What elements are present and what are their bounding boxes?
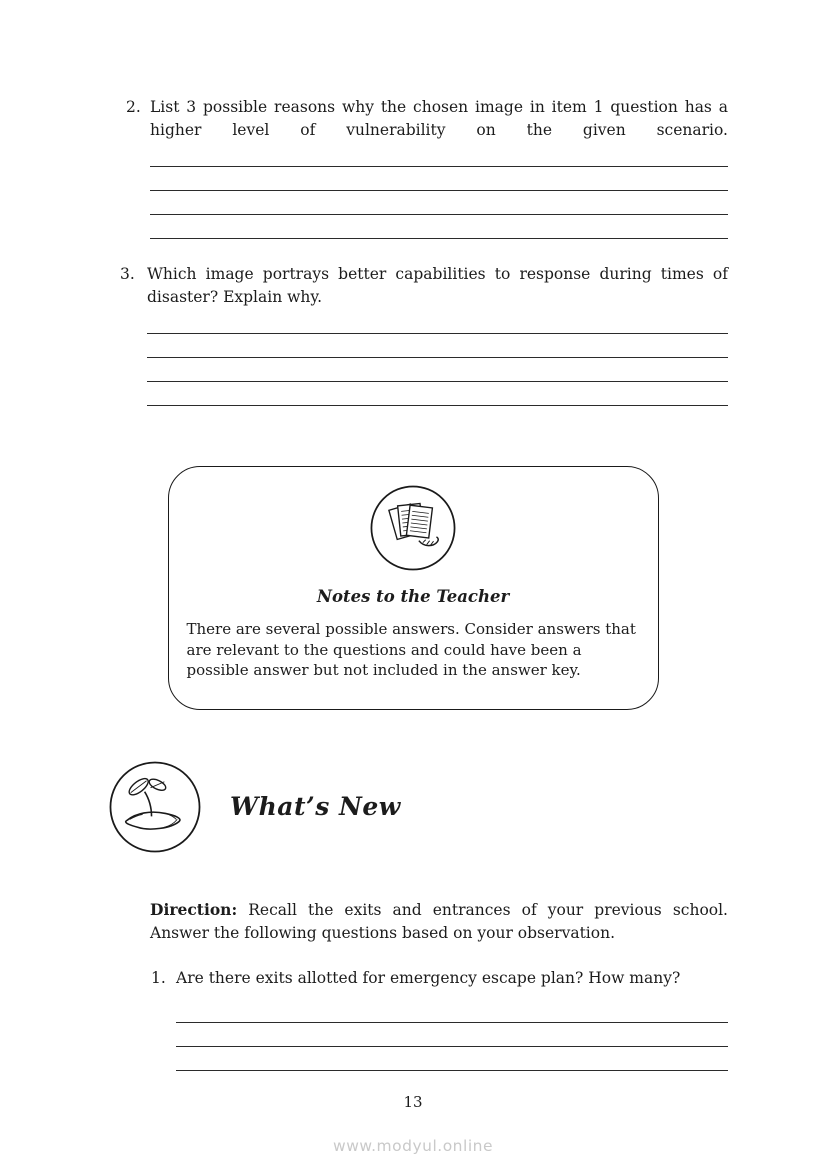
answer-line	[150, 167, 728, 191]
answer-line	[176, 1047, 728, 1071]
question-3	[120, 263, 728, 406]
whats-new-section	[108, 760, 826, 854]
notes-box-body: There are several possible answers. Consider answers that are relevant to the questions and could have been a possible answer but not included in the answer key.	[186, 620, 636, 679]
direction-label: Direction:	[150, 899, 238, 919]
answer-line	[150, 191, 728, 215]
question-1-number: 1.	[151, 968, 166, 987]
notes-to-teacher-box	[168, 466, 659, 710]
question-1	[151, 967, 728, 1072]
question-1-text: Are there exits allotted for emergency escape plan? How many?	[176, 968, 681, 987]
hand-plant-icon	[108, 760, 202, 854]
question-1-answer-blanks	[176, 999, 728, 1071]
whats-new-title: What’s New	[230, 792, 401, 821]
answer-line	[150, 143, 728, 167]
direction-paragraph	[150, 898, 728, 945]
answer-line	[147, 358, 728, 382]
answer-line	[147, 310, 728, 334]
page-number: 13	[403, 1093, 423, 1111]
direction-text: Recall the exits and entrances of your previous school. Answer the following questions based on your observation.	[150, 900, 728, 942]
notes-box-title: Notes to the Teacher	[316, 587, 510, 606]
answer-line	[147, 382, 728, 406]
answer-line	[176, 999, 728, 1023]
question-2	[126, 96, 728, 239]
answer-line	[150, 215, 728, 239]
question-3-text: Which image portrays better capabilities to response during times of disaster? Explain why.	[147, 265, 728, 306]
answer-line	[176, 1023, 728, 1047]
watermark-text: www.modyul.online	[333, 1137, 493, 1155]
question-3-answer-blanks	[147, 310, 728, 406]
notes-papers-icon	[369, 484, 457, 572]
question-2-answer-blanks	[150, 143, 728, 239]
question-2-text: List 3 possible reasons why the chosen image in item 1 question has a higher level of vulnerability on the given scenario.	[150, 98, 728, 139]
question-2-number: 2.	[126, 98, 141, 116]
question-3-number: 3.	[120, 265, 135, 283]
answer-line	[147, 334, 728, 358]
